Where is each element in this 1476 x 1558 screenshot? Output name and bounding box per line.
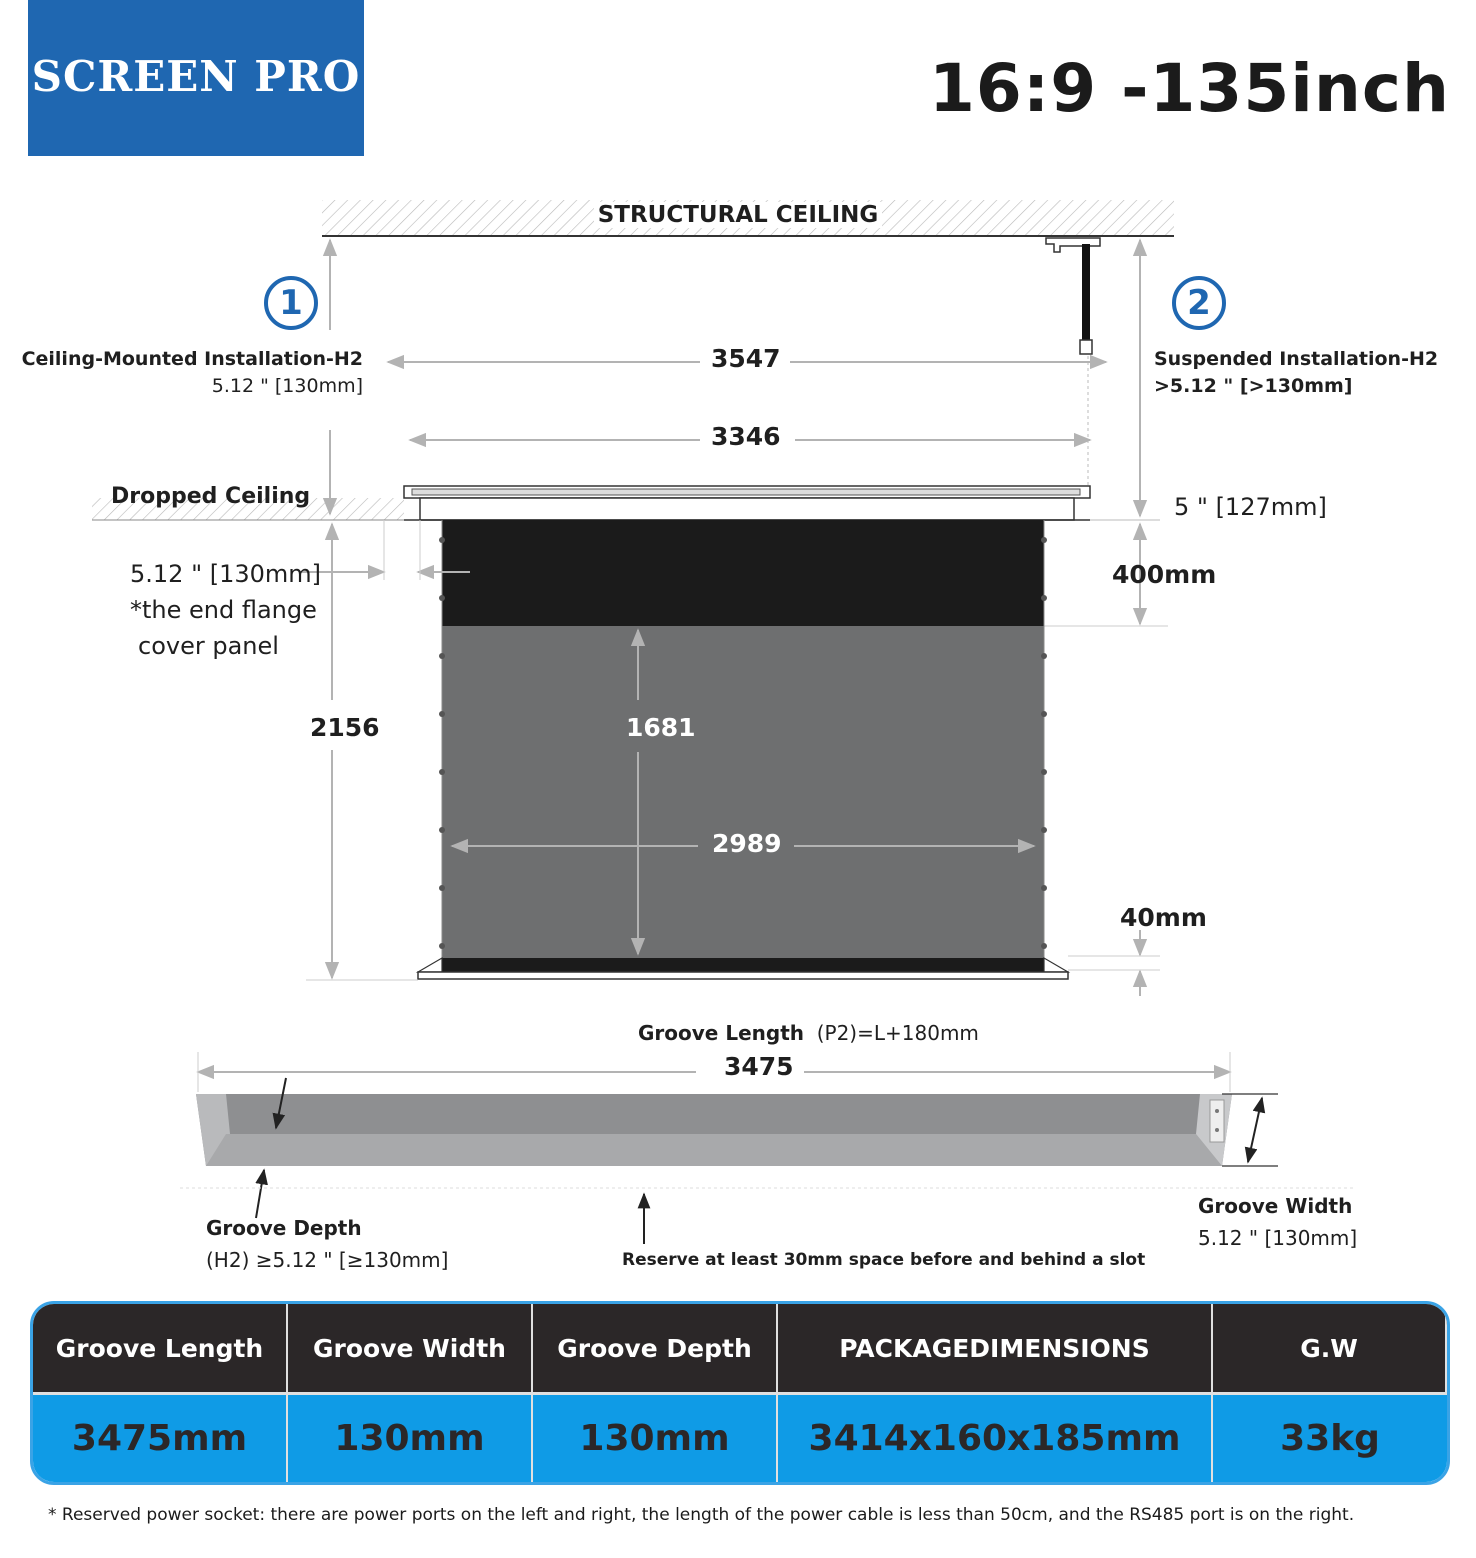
housing-height-label: 5 " [127mm] (1174, 493, 1327, 521)
groove-width-label: Groove Width (1198, 1194, 1353, 1218)
option2-value: >5.12 " [>130mm] (1154, 375, 1353, 397)
groove-length-formula: (P2)=L+180mm (816, 1021, 979, 1045)
value-groove-width: 130mm (288, 1392, 533, 1482)
header-groove-depth: Groove Depth (533, 1304, 778, 1392)
reserve-note: Reserve at least 30mm space before and behind a slot (622, 1250, 1146, 1270)
structural-ceiling-text: STRUCTURAL CEILING (594, 202, 883, 228)
groove-length-value: 3475 (718, 1052, 800, 1081)
option1-badge: 1 (264, 276, 318, 330)
option2-badge: 2 (1172, 276, 1226, 330)
flange-note-line1: 5.12 " [130mm] (130, 560, 322, 588)
structural-ceiling-label (0, 202, 1476, 228)
groove-length-caption (638, 1021, 979, 1045)
bottom-bar-label: 40mm (1120, 903, 1207, 932)
groove-length-label: Groove Length (638, 1021, 804, 1045)
black-border-label: 400mm (1112, 560, 1217, 589)
header-gross-weight: G.W (1213, 1304, 1447, 1392)
dim-3346-label: 3346 (705, 422, 787, 451)
groove-depth-label: Groove Depth (206, 1216, 362, 1240)
dim-3547-label: 3547 (705, 344, 787, 373)
flange-note-line3: cover panel (138, 632, 279, 660)
footnote: * Reserved power socket: there are power ports on the left and right, the length of the power cable is less than 50cm, and the RS485 port is on the right. (48, 1505, 1355, 1525)
flange-note-line2: *the end flange (130, 596, 317, 624)
groove-width-value: 5.12 " [130mm] (1198, 1226, 1358, 1250)
page-title: 16:9 -135inch (928, 50, 1450, 127)
dim-2989-label: 2989 (712, 829, 782, 858)
option1-value: 5.12 " [130mm] (211, 375, 363, 397)
header-package-dimensions: PACKAGEDIMENSIONS (778, 1304, 1213, 1392)
option2-label: Suspended Installation-H2 (1154, 348, 1439, 370)
dim-1681-label: 1681 (626, 713, 696, 742)
groove-depth-value: (H2) ≥5.12 " [≥130mm] (206, 1248, 449, 1272)
value-gross-weight: 33kg (1213, 1392, 1447, 1482)
dim-2156-label: 2156 (304, 713, 386, 742)
value-package-dimensions: 3414x160x185mm (778, 1392, 1213, 1482)
option1-label: Ceiling-Mounted Installation-H2 (21, 348, 363, 370)
value-groove-depth: 130mm (533, 1392, 778, 1482)
value-groove-length: 3475mm (33, 1392, 288, 1482)
header-groove-length: Groove Length (33, 1304, 288, 1392)
dropped-ceiling-label: Dropped Ceiling (111, 484, 311, 509)
header-groove-width: Groove Width (288, 1304, 533, 1392)
brand-logo-text: SCREEN PRO (31, 52, 361, 101)
spec-table (30, 1301, 1450, 1485)
